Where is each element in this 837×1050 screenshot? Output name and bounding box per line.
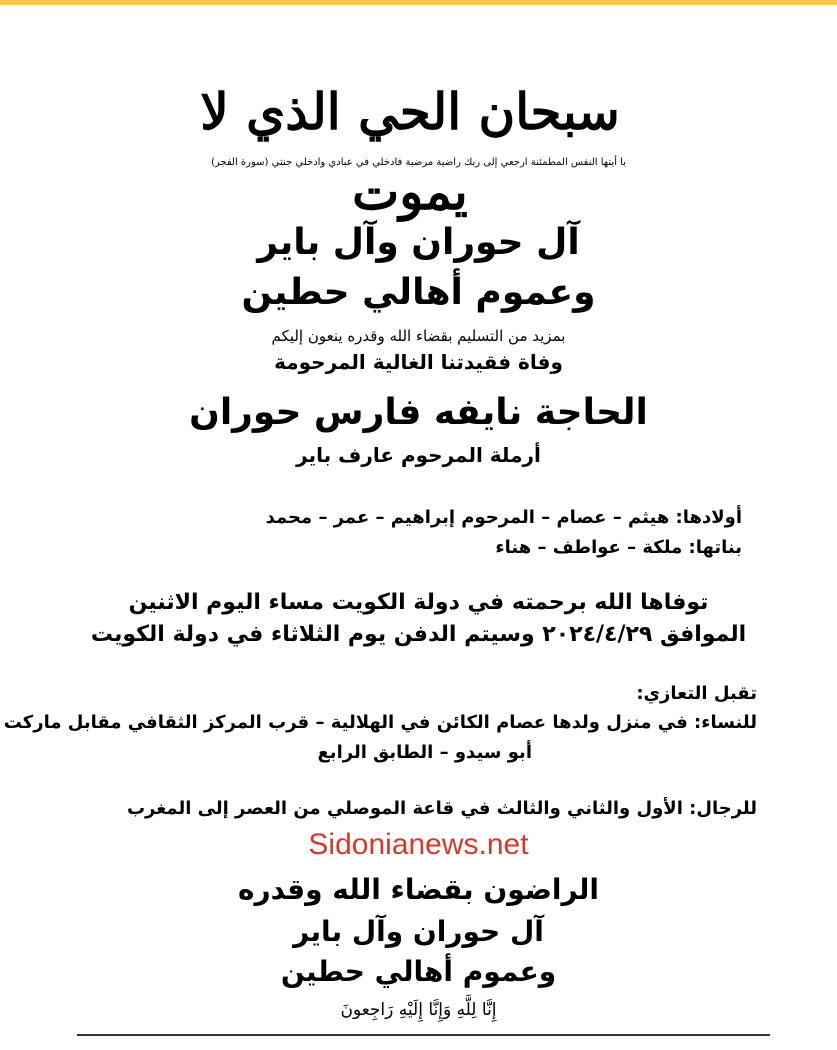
widow-of: أرملة المرحوم عارف باير	[296, 443, 541, 467]
daughters-list: بناتها: ملكة – عواطف – هناء	[495, 537, 742, 558]
closing-line-2: آل حوران وآل باير	[293, 915, 544, 948]
families-line-1: آل حوران وآل باير	[257, 222, 580, 263]
condolences-heading: تقبل التعازي:	[636, 683, 757, 704]
death-line-2: الموافق ٢٠٢٤/٤/٢٩ وسيتم الدفن يوم الثلاثاء في دولة الكويت	[90, 622, 747, 647]
condolences-women-line-2: أبو سيدو – الطابق الرابع	[317, 742, 532, 763]
announcement-title: وفاة فقيدتنا الغالية المرحومة	[274, 350, 563, 374]
header-calligraphy: سبحان الحي الذي لا يموت	[200, 82, 620, 221]
bottom-divider	[77, 1034, 770, 1036]
watermark-text: Sidonianews.net	[308, 828, 529, 861]
sons-list: أولادها: هيثم – عصام – المرحوم إبراهيم – عمر – محمد	[265, 507, 742, 528]
families-line-2: وعموم أهالي حطين	[241, 272, 596, 313]
announcement-intro: بمزيد من التسليم بقضاء الله وقدره ينعون إليكم	[271, 327, 566, 345]
death-line-1: توفاها الله برحمته في دولة الكويت مساء اليوم الاثنين	[128, 590, 709, 615]
condolences-women-line-1: للنساء: في منزل ولدها عصام الكائن في الهلالية – قرب المركز الثقافي مقابل ماركت	[3, 712, 757, 733]
closing-line-1: الراضون بقضاء الله وقدره	[237, 873, 600, 906]
deceased-name: الحاجة نايفه فارس حوران	[189, 392, 648, 433]
condolences-men: للرجال: الأول والثاني والثالث في قاعة الموصلي من العصر إلى المغرب	[126, 798, 757, 819]
closing-verse: إِنَّا لِلَّهِ وَإِنَّا إِلَيْهِ رَاجِعونَ	[340, 1000, 497, 1020]
header-verse: يا أيتها النفس المطمئنة ارجعي إلى ربك راضية مرضية فادخلي في عبادي وادخلي جنتي (سورة الفجر)	[211, 157, 626, 168]
closing-line-3: وعموم أهالي حطين	[280, 955, 557, 988]
